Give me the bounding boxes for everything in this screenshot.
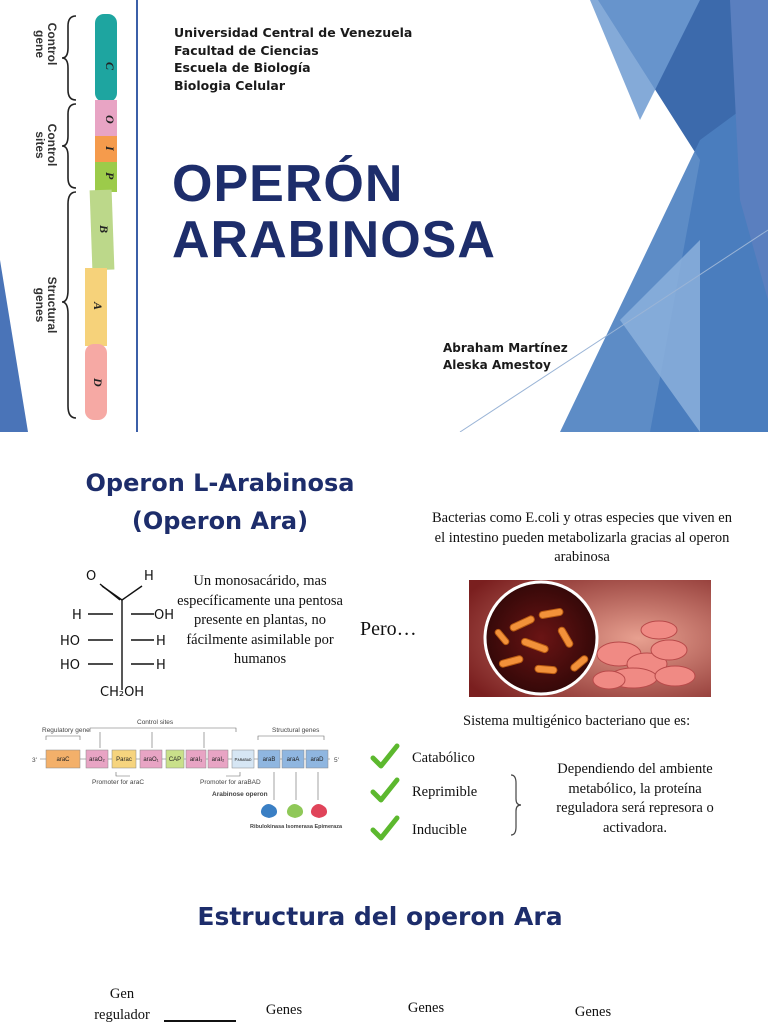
institution-line: Facultad de Ciencias (174, 42, 319, 58)
pero-text: Pero… (360, 618, 417, 640)
gene-box-label: araI₁ (189, 757, 203, 763)
diagram-label: Ribulokinasa Isomerasa Epimeraza (250, 824, 343, 830)
molecule-label: H (156, 634, 166, 649)
svg-text:sites: sites (33, 131, 47, 159)
bacterias-text: Bacterias como E.coli y otras especies que viven en el intestino pueden metabolizarla gracias al operon arabinosa (432, 510, 732, 565)
svg-text:O: O (103, 115, 117, 124)
arabinose-operon-diagram (0, 716, 350, 866)
diagram-label: Arabinose operon (212, 791, 268, 798)
diagram-label: Promoter for araC (92, 779, 145, 786)
gene-box-label: araB (262, 757, 276, 763)
svg-text:Control: Control (45, 123, 59, 167)
svg-text:D: D (91, 378, 105, 387)
molecule-label: H (156, 658, 166, 673)
svg-text:gene: gene (33, 29, 47, 59)
molecule-label: CH₂OH (100, 685, 145, 700)
genes-label (557, 1002, 629, 1023)
svg-text:Control: Control (45, 22, 59, 66)
isomerase-icon (287, 804, 303, 818)
diagram-label: Regulatory gene (42, 727, 90, 734)
diagram-label: Structural genes (272, 727, 320, 734)
diagram-label: 3' (32, 757, 37, 764)
svg-text:B: B (97, 225, 111, 234)
divider-line (136, 0, 138, 432)
checkmark-icon (370, 742, 400, 772)
gene-box-label: araD (310, 757, 324, 763)
structure-slide (0, 884, 768, 1024)
label-line: Gen (109, 986, 135, 1002)
label-line: Genes (574, 1004, 612, 1020)
gene-box-label: araI₂ (211, 757, 225, 763)
title-line-2: ARABINOSA (172, 211, 496, 269)
label-line: regulador (94, 1007, 150, 1023)
svg-text:P: P (103, 172, 117, 180)
svg-text:genes: genes (33, 287, 47, 323)
genes-label (390, 998, 462, 1019)
monosacarido-text: Un monosacárido, mas específicamente una pentosa presente en plantas, no fácilmente asimilable por humanos (177, 573, 343, 667)
gene-box-label: araC (56, 757, 70, 763)
svg-text:I: I (103, 146, 117, 151)
label-line: Genes (407, 1000, 445, 1016)
diagram-label: 5' (334, 757, 339, 764)
gene-box-label: araA (286, 757, 300, 763)
molecule-label: O (86, 569, 97, 584)
check-item (370, 776, 500, 810)
curly-brace (508, 773, 524, 837)
check-label: Catabólico (412, 750, 475, 766)
check-item (370, 814, 500, 848)
checkmark-icon (370, 814, 400, 844)
institution-block (174, 24, 412, 94)
molecule-label: HO (60, 658, 81, 673)
gen-regulador-label (86, 984, 158, 1024)
molecule-label: OH (154, 608, 175, 623)
check-label: Inducible (412, 822, 467, 838)
slide-title (40, 464, 400, 540)
arabinose-molecule (48, 550, 178, 700)
gene-box-label: Parac (116, 757, 132, 763)
dependiendo-text: Dependiendo del ambiente metabólico, la proteína reguladora será represora o activadora. (556, 761, 714, 836)
epimerase-icon (311, 804, 327, 818)
gene-box-label: Pᴀʀᴀʙᴀᴅ (234, 757, 252, 762)
gene-box-label: araO₁ (143, 757, 159, 763)
gene-box-label: araO₂ (89, 757, 105, 763)
arrow-line (164, 1020, 236, 1022)
author-name: Aleska Amestoy (443, 358, 551, 372)
authors-block (443, 340, 568, 374)
page-title (172, 156, 496, 268)
svg-text:Structural: Structural (45, 276, 59, 334)
molecule-label: H (72, 608, 82, 623)
title-line-1: OPERÓN (172, 155, 404, 213)
diagram-label: Control sites (137, 719, 174, 726)
checkmark-icon (370, 776, 400, 806)
diagram-label: Promoter for araBAD (200, 779, 261, 786)
slide-title-line-1: Operon L-Arabinosa (85, 469, 355, 497)
institution-line: Biologia Celular (174, 77, 286, 93)
chromosome-diagram (0, 0, 140, 432)
genes-label (248, 1000, 320, 1021)
institution-line: Escuela de Biología (174, 60, 311, 75)
operon-intro-slide (0, 446, 768, 878)
slide-title-line-2: (Operon Ara) (131, 507, 309, 535)
segment-c (95, 14, 117, 102)
molecule-label: H (144, 569, 154, 584)
sistema-text: Sistema multigénico bacteriano que es: (463, 713, 691, 729)
label-line: Genes (265, 1002, 303, 1018)
ribulokinase-icon (261, 804, 277, 818)
bacteria-intestine-image (469, 580, 711, 697)
author-name: Abraham Martínez (443, 341, 568, 355)
segment-label-c: C (103, 62, 117, 71)
gene-box-label: CAP (168, 757, 182, 763)
check-label: Reprimible (412, 784, 478, 800)
check-item (370, 742, 500, 776)
institution-line: Universidad Central de Venezuela (174, 25, 413, 40)
svg-text:A: A (91, 302, 105, 311)
molecule-label: HO (60, 634, 81, 649)
slide-title: Estructura del operon Ara (197, 902, 563, 931)
title-slide (0, 0, 768, 432)
